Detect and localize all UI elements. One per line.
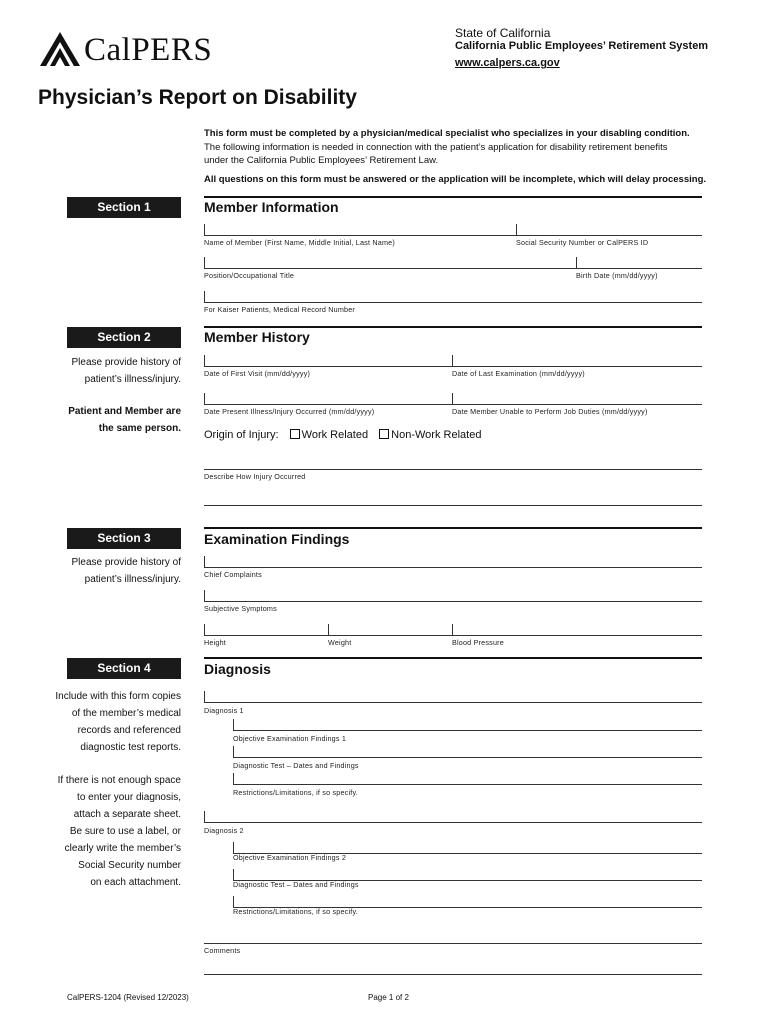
describe-injury-field[interactable]: [204, 469, 702, 470]
comments-field[interactable]: [204, 943, 702, 944]
objective-findings-2-label: Objective Examination Findings 2: [233, 853, 347, 862]
diagnosis-1-label: Diagnosis 1: [204, 706, 244, 715]
member-name-field[interactable]: [204, 235, 702, 236]
diagnostic-test-2-label: Diagnostic Test – Dates and Findings: [233, 880, 359, 889]
intro-text: [204, 127, 724, 186]
birth-date-label: Birth Date (mm/dd/yyyy): [576, 271, 658, 280]
work-related-option[interactable]: Work Related: [290, 429, 368, 441]
occurred-date-field[interactable]: [204, 404, 702, 405]
intro-line-3: under the California Public Employees’ Retirement Law.: [204, 155, 439, 166]
intro-line-1: This form must be completed by a physician/medical specialist who specializes in your disabling condition.: [204, 128, 690, 139]
height-label: Height: [204, 638, 226, 647]
ssn-label: Social Security Number or CalPERS ID: [516, 238, 649, 247]
intro-line-2: The following information is needed in connection with the patient’s application for disability retirement benefits: [204, 141, 668, 153]
position-label: Position/Occupational Title: [204, 271, 295, 280]
first-visit-label: Date of First Visit (mm/dd/yyyy): [204, 369, 311, 378]
origin-label: Origin of Injury:: [204, 429, 279, 441]
non-work-related-checkbox[interactable]: [379, 429, 389, 439]
first-visit-field[interactable]: [204, 366, 702, 367]
subjective-symptoms-field[interactable]: [204, 601, 702, 602]
diagnosis-2-field[interactable]: [204, 822, 702, 823]
kaiser-record-field[interactable]: [204, 302, 702, 303]
objective-findings-1-label: Objective Examination Findings 1: [233, 734, 347, 743]
section-2-rule: [204, 326, 702, 328]
section-2-label: Section 2: [67, 327, 181, 348]
describe-injury-label: Describe How Injury Occurred: [204, 472, 306, 481]
section-1-title: Member Information: [204, 199, 339, 215]
section-4-note-a: Include with this form copies of the member’s medical records and referenced diagnostic test reports.: [55, 691, 181, 753]
page-number: Page 1 of 2: [368, 993, 409, 1002]
form-id: CalPERS-1204 (Revised 12/2023): [67, 993, 189, 1002]
position-field[interactable]: [204, 268, 702, 269]
describe-injury-line-2[interactable]: [204, 505, 702, 506]
diagnosis-1-field[interactable]: [204, 702, 702, 703]
restrictions-1-field[interactable]: [233, 784, 702, 785]
non-work-related-option[interactable]: Non-Work Related: [379, 429, 481, 441]
diagnosis-2-label: Diagnosis 2: [204, 826, 244, 835]
section-2-title: Member History: [204, 329, 310, 345]
section-3-rule: [204, 527, 702, 529]
origin-of-injury: [204, 429, 481, 441]
occurred-date-label: Date Present Illness/Injury Occurred (mm/dd/yyyy): [204, 407, 375, 416]
mountain-logo-icon: [38, 30, 84, 70]
subjective-symptoms-label: Subjective Symptoms: [204, 604, 277, 613]
chief-complaints-field[interactable]: [204, 567, 702, 568]
brand-name: CalPERS: [84, 32, 213, 68]
section-2-note-2: Patient and Member are the same person.: [68, 406, 181, 434]
section-4-note-b: If there is not enough space to enter your diagnosis, attach a separate sheet. Be sure to use a label, or clearly write the member’s Social Security number on each attachment.: [57, 775, 181, 888]
vitals-field[interactable]: [204, 635, 702, 636]
section-1-label: Section 1: [67, 197, 181, 218]
weight-label: Weight: [328, 638, 352, 647]
unable-date-label: Date Member Unable to Perform Job Duties (mm/dd/yyyy): [452, 407, 648, 416]
comments-line-2[interactable]: [204, 974, 702, 975]
section-2-note-1: Please provide history of patient’s illness/injury.: [71, 357, 181, 385]
section-3-title: Examination Findings: [204, 531, 350, 547]
chief-complaints-label: Chief Complaints: [204, 570, 262, 579]
restrictions-2-label: Restrictions/Limitations, if so specify.: [233, 907, 358, 916]
section-1-rule: [204, 196, 702, 198]
section-4-rule: [204, 657, 702, 659]
header-system: California Public Employees’ Retirement System: [455, 40, 709, 52]
objective-findings-1-field[interactable]: [233, 730, 702, 731]
page-title: Physician’s Report on Disability: [38, 86, 357, 109]
header-state: State of California: [455, 26, 551, 40]
work-related-checkbox[interactable]: [290, 429, 300, 439]
section-4-label: Section 4: [67, 658, 181, 679]
section-3-label: Section 3: [67, 528, 181, 549]
restrictions-1-label: Restrictions/Limitations, if so specify.: [233, 788, 358, 797]
diagnostic-test-1-field[interactable]: [233, 757, 702, 758]
last-exam-label: Date of Last Examination (mm/dd/yyyy): [452, 369, 585, 378]
intro-line-4: All questions on this form must be answered or the application will be incomplete, which will delay processing.: [204, 173, 707, 185]
kaiser-record-label: For Kaiser Patients, Medical Record Number: [204, 305, 356, 314]
blood-pressure-label: Blood Pressure: [452, 638, 504, 647]
section-4-title: Diagnosis: [204, 661, 271, 677]
comments-label: Comments: [204, 946, 241, 955]
member-name-label: Name of Member (First Name, Middle Initial, Last Name): [204, 238, 395, 247]
header-url-link[interactable]: www.calpers.ca.gov: [455, 57, 560, 69]
section-3-note: Please provide history of patient’s illness/injury.: [71, 557, 181, 585]
diagnostic-test-1-label: Diagnostic Test – Dates and Findings: [233, 761, 359, 770]
